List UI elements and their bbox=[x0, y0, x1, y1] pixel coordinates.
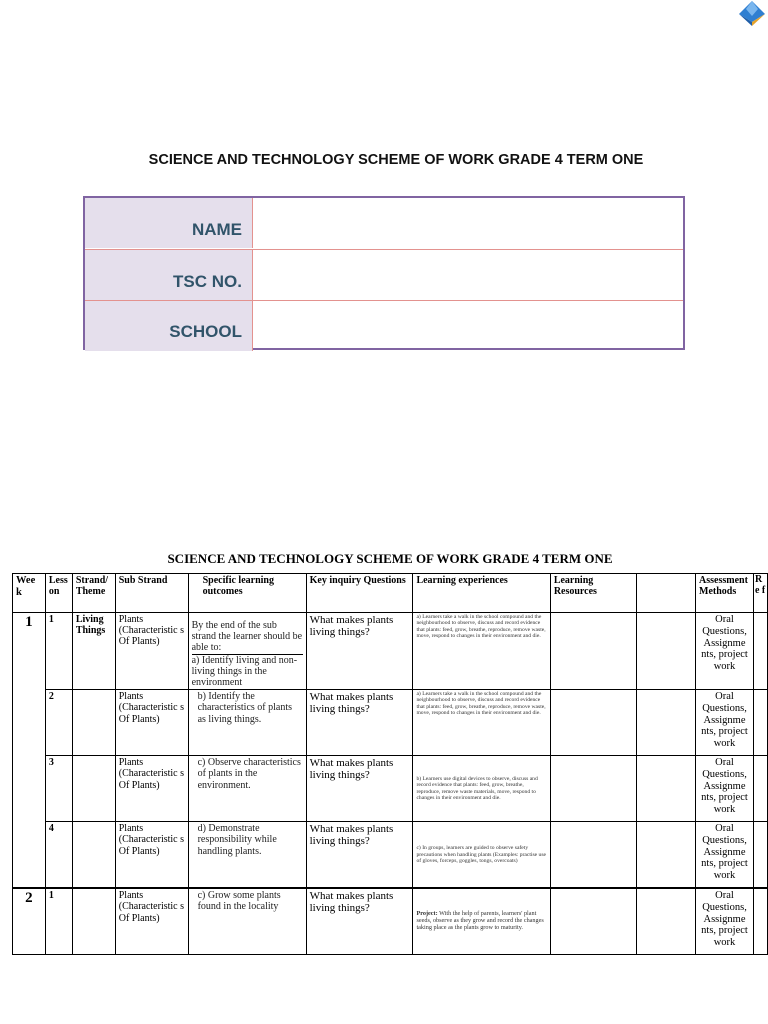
header-strand: Strand/ Theme bbox=[72, 574, 115, 613]
resources-cell bbox=[550, 690, 636, 756]
experience-text: With the help of parents, learners' plant seeds, observe as they grow and record the changes taking place as the plants grow to maturity. bbox=[416, 910, 544, 932]
project-label: Project: bbox=[416, 910, 438, 918]
table-row bbox=[13, 690, 768, 756]
sub-strand-cell: Plants (Characteristic s Of Plants) bbox=[115, 690, 188, 756]
header-week: Wee k bbox=[13, 574, 46, 613]
blank-cell bbox=[637, 613, 696, 690]
outcome-text: b) Identify the characteristics of plants as living things. bbox=[197, 691, 292, 725]
outcome-cell bbox=[188, 756, 306, 822]
sub-strand-cell: Plants (Characteristic s Of Plants) bbox=[115, 613, 188, 690]
header-blank bbox=[637, 574, 696, 613]
header-inquiry: Key inquiry Questions bbox=[306, 574, 413, 613]
strand-cell bbox=[72, 756, 115, 822]
outcome-cell bbox=[188, 822, 306, 889]
outcome-text: a) Identify living and non-living things in the environment bbox=[191, 654, 298, 688]
blue-diamond-logo-icon bbox=[736, 0, 768, 28]
ref-cell bbox=[753, 613, 767, 690]
outcome-cell bbox=[188, 690, 306, 756]
blank-cell bbox=[637, 756, 696, 822]
school-field[interactable] bbox=[254, 301, 683, 351]
table-row bbox=[13, 756, 768, 822]
blank-cell bbox=[637, 822, 696, 889]
info-row-name bbox=[85, 198, 683, 248]
outcome-cell bbox=[188, 888, 306, 955]
info-row-tsc bbox=[85, 249, 683, 300]
sub-strand-cell: Plants (Characteristic s Of Plants) bbox=[115, 756, 188, 822]
outcome-text: c) Grow some plants found in the locality bbox=[197, 890, 281, 913]
week-cell: 2 bbox=[13, 888, 46, 955]
scheme-title: SCIENCE AND TECHNOLOGY SCHEME OF WORK GRADE 4 TERM ONE bbox=[167, 551, 613, 566]
sub-strand-cell: Plants (Characteristic s Of Plants) bbox=[115, 822, 188, 889]
outcome-cell bbox=[188, 613, 306, 690]
inquiry-cell: What makes plants living things? bbox=[306, 690, 413, 756]
ref-cell bbox=[753, 822, 767, 889]
scheme-of-work-table bbox=[12, 573, 768, 955]
experience-cell: a) Learners take a walk in the school compound and the neighbourhood to observe, discuss and record evidence that plants: feed, grow, breathe, reproduce, remove waste, move, respond to changes in their environment and die. bbox=[413, 613, 550, 690]
lesson-cell: 1 bbox=[45, 613, 72, 690]
info-row-school bbox=[85, 300, 683, 351]
header-assessment: Assessment Methods bbox=[696, 574, 754, 613]
inquiry-cell: What makes plants living things? bbox=[306, 613, 413, 690]
assessment-cell: Oral Questions, Assignme nts, project work bbox=[696, 613, 754, 690]
lesson-cell: 1 bbox=[45, 888, 72, 955]
document-title: SCIENCE AND TECHNOLOGY SCHEME OF WORK GRADE 4 TERM ONE bbox=[148, 152, 644, 168]
inquiry-cell: What makes plants living things? bbox=[306, 822, 413, 889]
experience-cell: a) Learners take a walk in the school compound and the neighbourhood to observe, discuss and record evidence that plants: feed, grow, breathe, reproduce, remove waste, move, respond to changes in their environment and die. bbox=[413, 690, 550, 756]
table-row bbox=[13, 822, 768, 889]
name-field[interactable] bbox=[254, 198, 683, 248]
inquiry-cell: What makes plants living things? bbox=[306, 888, 413, 955]
experience-cell: c) In groups, learners are guided to observe safety precautions when handling plants (Examples: practise use of gloves, forceps, goggles, tongs, overcoats) bbox=[413, 822, 550, 889]
ref-cell bbox=[753, 888, 767, 955]
header-experiences: Learning experiences bbox=[413, 574, 550, 613]
lesson-cell: 4 bbox=[45, 822, 72, 889]
experience-cell: b) Learners use digital devices to observe, discuss and record evidence that plants: feed, grow, breathe, reproduce, remove waste materials, move, respond to changes in their environment and die. bbox=[413, 756, 550, 822]
tsc-no-label: TSC NO. bbox=[85, 250, 253, 300]
outcome-text: d) Demonstrate responsibility while handling plants. bbox=[197, 823, 277, 857]
assessment-cell: Oral Questions, Assignme nts, project work bbox=[696, 822, 754, 889]
header-outcomes: Specific learning outcomes bbox=[188, 574, 306, 613]
lesson-cell: 2 bbox=[45, 690, 72, 756]
school-label: SCHOOL bbox=[85, 301, 253, 351]
header-sub-strand: Sub Strand bbox=[115, 574, 188, 613]
table-row bbox=[13, 613, 768, 690]
lesson-cell: 3 bbox=[45, 756, 72, 822]
inquiry-cell: What makes plants living things? bbox=[306, 756, 413, 822]
tsc-no-field[interactable] bbox=[254, 250, 683, 300]
header-row bbox=[13, 574, 768, 613]
sub-strand-cell: Plants (Characteristic s Of Plants) bbox=[115, 888, 188, 955]
experience-cell bbox=[413, 888, 550, 955]
table-row bbox=[13, 888, 768, 955]
strand-cell bbox=[72, 888, 115, 955]
ref-cell bbox=[753, 756, 767, 822]
strand-cell bbox=[72, 690, 115, 756]
resources-cell bbox=[550, 756, 636, 822]
name-label: NAME bbox=[85, 198, 253, 248]
assessment-cell: Oral Questions, Assignme nts, project work bbox=[696, 888, 754, 955]
header-ref: R e f bbox=[753, 574, 767, 613]
teacher-info-table bbox=[83, 196, 685, 350]
header-lesson: Less on bbox=[45, 574, 72, 613]
header-resources: Learning Resources bbox=[550, 574, 636, 613]
blank-cell bbox=[637, 888, 696, 955]
outcome-text: c) Observe characteristics of plants in the environment. bbox=[197, 757, 301, 791]
assessment-cell: Oral Questions, Assignme nts, project work bbox=[696, 756, 754, 822]
outcome-intro: By the end of the sub strand the learner should be able to: bbox=[192, 614, 303, 655]
ref-cell bbox=[753, 690, 767, 756]
blank-cell bbox=[637, 690, 696, 756]
strand-cell: Living Things bbox=[72, 613, 115, 690]
resources-cell bbox=[550, 888, 636, 955]
strand-cell bbox=[72, 822, 115, 889]
resources-cell bbox=[550, 822, 636, 889]
week-cell: 1 bbox=[13, 613, 46, 889]
resources-cell bbox=[550, 613, 636, 690]
assessment-cell: Oral Questions, Assignme nts, project work bbox=[696, 690, 754, 756]
